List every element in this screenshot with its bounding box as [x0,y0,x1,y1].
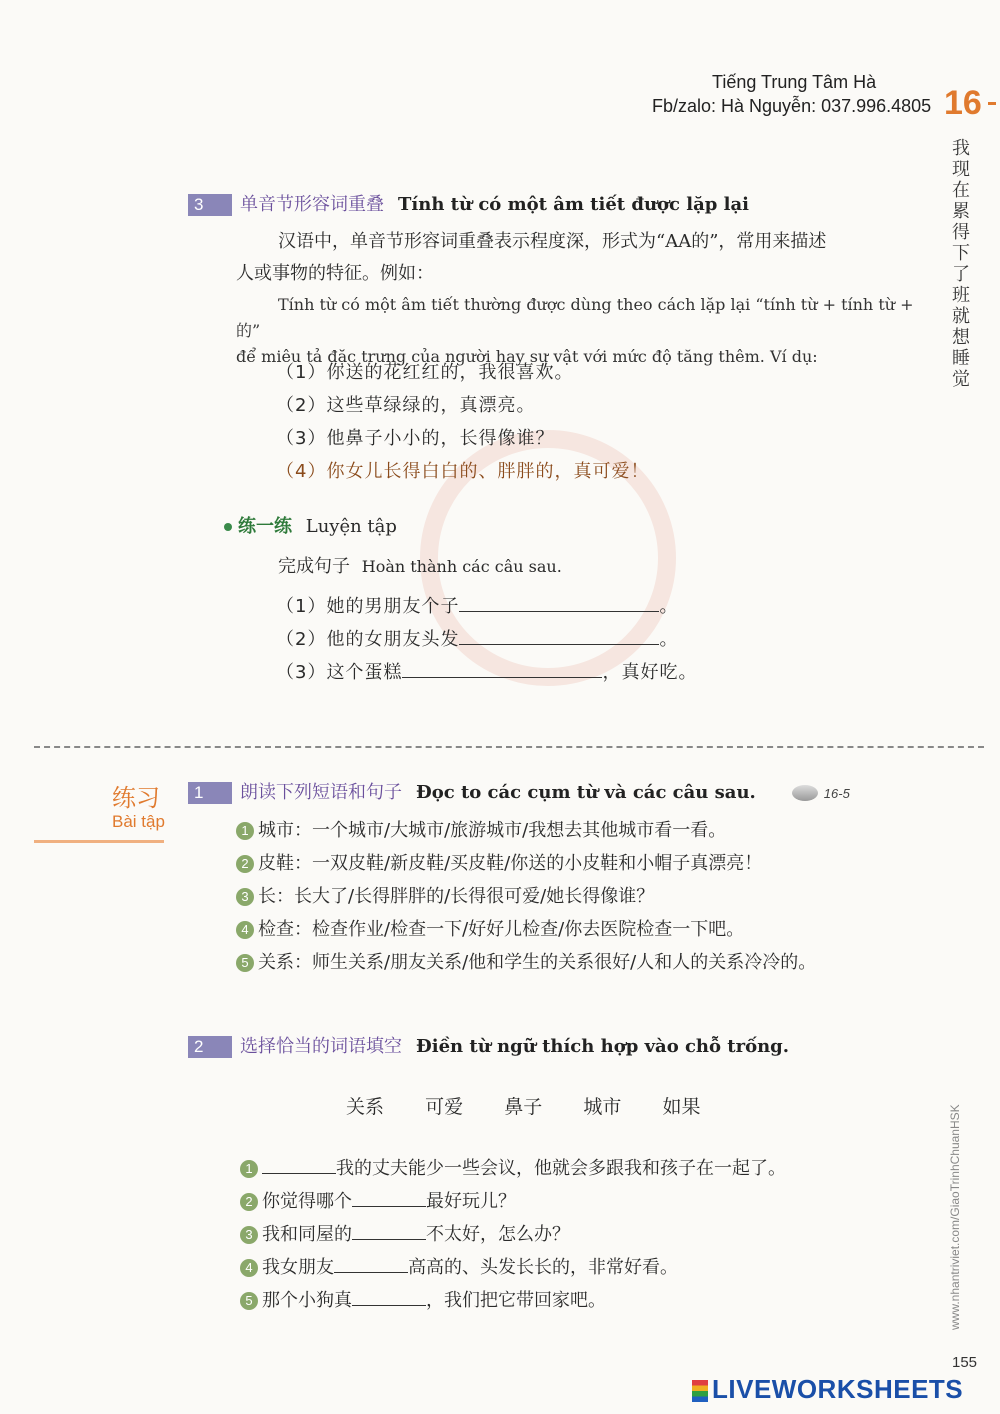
practice-item-2 [276,623,697,656]
exercise-2-title-vi: Điền từ ngữ thích hợp vào chỗ trống. [416,1036,790,1057]
practice-heading [224,512,397,538]
practice-item-text: （3）这个蛋糕 [276,662,403,683]
example-4: （4）你女儿长得白白的、胖胖的，真可爱！ [276,461,650,482]
word-bank [346,1092,736,1119]
side-url: www.nhantriviet.com/GiaoTrinhChuanHSK [948,1104,962,1330]
item-number-badge: 1 [236,822,254,840]
exercise-1-title-zh: 朗读下列短语和句子 [240,782,402,803]
item-number-badge: 3 [240,1226,258,1244]
item-text: 检查：检查作业/检查一下/好好儿检查/你去医院检查一下吧。 [258,919,745,940]
item-number-badge: 3 [236,888,254,906]
exercise-2-heading [188,1032,789,1058]
practice-item-text: （2）他的女朋友头发 [276,629,460,650]
lesson-dash [988,102,996,105]
list-item [240,1185,786,1218]
explain-vi-line-1: Tính từ có một âm tiết thường được dùng theo cách lặp lại “tính từ + tính từ + 的” [236,295,914,340]
lesson-number: 16 [944,84,982,122]
word-bank-item: 可爱 [425,1096,464,1118]
practice-instruction [278,552,562,578]
list-item [236,913,816,946]
practice-item-end: 。 [659,596,679,617]
audio-track: 16-5 [823,786,850,801]
answer-blank[interactable] [352,1188,426,1207]
liveworksheets-logo [692,1374,963,1405]
explain-zh-line-2: 人或事物的特征。例如： [236,263,434,284]
list-item [236,946,816,979]
exercises-title-underline [34,840,164,843]
item-text: ，我们把它带回家吧。 [426,1290,606,1311]
brand-name: Tiếng Trung Tâm Hà [712,72,877,92]
answer-blank[interactable] [352,1287,426,1306]
item-number-badge: 2 [236,855,254,873]
exercise-2-title-zh: 选择恰当的词语填空 [240,1036,402,1057]
explain-zh-line-1: 汉语中，单音节形容词重叠表示程度深，形式为“AA的”，常用来描述 [278,231,827,252]
word-bank-item: 城市 [583,1096,622,1118]
grammar-title-vi: Tính từ có một âm tiết được lặp lại [398,194,749,215]
practice-title-vi: Luyện tập [305,516,397,537]
list-item [240,1218,786,1251]
item-text: 长：长大了/长得胖胖的/长得很可爱/她长得像谁？ [258,886,655,907]
practice-item-end: ，真好吃。 [602,662,698,683]
exercise-2-items [240,1152,786,1317]
section-number-badge: 3 [188,194,232,216]
item-text: 不太好，怎么办？ [426,1224,570,1245]
grammar-explanation-zh [236,226,926,290]
item-number-badge: 4 [240,1259,258,1277]
instruction-zh: 完成句子 [278,556,350,577]
item-text: 高高的、头发长长的，非常好看。 [408,1257,678,1278]
exercises-title-vi: Bài tập [112,812,165,831]
item-number-badge: 2 [240,1193,258,1211]
item-number-badge: 5 [240,1292,258,1310]
practice-item-1 [276,590,697,623]
audio-cd-icon[interactable] [792,785,818,801]
practice-item-end: 。 [659,629,679,650]
exercise-number-badge: 1 [188,782,232,804]
exercises-title-zh: 练习 [112,784,160,812]
item-text: 我女朋友 [262,1257,334,1278]
answer-blank-2[interactable] [459,626,659,645]
word-bank-item: 如果 [662,1096,701,1118]
item-number-badge: 4 [236,921,254,939]
answer-blank-3[interactable] [402,659,602,678]
item-text: 城市：一个城市/大城市/旅游城市/我想去其他城市看一看。 [258,820,727,841]
grammar-examples [276,356,649,488]
contact-info: Fb/zalo: Hà Nguyễn: 037.996.4805 [652,96,932,116]
practice-items [276,590,697,689]
answer-blank-1[interactable] [459,593,659,612]
exercise-number-badge: 2 [188,1036,232,1058]
liveworksheets-icon [692,1380,708,1402]
list-item [236,847,816,880]
lesson-title-vertical: 我现在累得下了班就想睡觉 [952,138,970,390]
item-text: 皮鞋：一双皮鞋/新皮鞋/买皮鞋/你送的小皮鞋和小帽子真漂亮！ [258,853,763,874]
word-bank-item: 关系 [346,1096,385,1118]
list-item [240,1284,786,1317]
page-number: 155 [952,1354,978,1371]
answer-blank[interactable] [262,1155,336,1174]
answer-blank[interactable] [334,1254,408,1273]
example-3: （3）他鼻子小小的，长得像谁？ [276,428,555,449]
exercise-1-heading [188,778,850,804]
exercise-1-items [236,814,816,979]
item-text: 你觉得哪个 [262,1191,352,1212]
instruction-vi: Hoàn thành các câu sau. [361,557,562,576]
grammar-title-zh: 单音节形容词重叠 [240,194,384,215]
liveworksheets-text: LIVEWORKSHEETS [712,1374,964,1404]
list-item [240,1251,786,1284]
practice-item-text: （1）她的男朋友个子 [276,596,460,617]
item-number-badge: 5 [236,954,254,972]
section-divider [34,746,984,748]
item-number-badge: 1 [240,1160,258,1178]
item-text: 最好玩儿？ [426,1191,516,1212]
exercise-1-title-vi: Đọc to các cụm từ và các câu sau. [416,782,756,803]
item-text: 我和同屋的 [262,1224,352,1245]
bullet-dot-icon [224,523,232,531]
word-bank-item: 鼻子 [504,1096,543,1118]
practice-item-3 [276,656,697,689]
list-item [236,814,816,847]
explain-vi-line-2: để miêu tả đặc trưng của người hay sự vật với mức độ tăng thêm. Ví dụ: [236,347,818,366]
list-item [236,880,816,913]
grammar-3-heading [188,190,749,216]
item-text: 我的丈夫能少一些会议，他就会多跟我和孩子在一起了。 [336,1158,786,1179]
example-1: （1）你送的花红红的，我很喜欢。 [276,362,574,383]
list-item [240,1152,786,1185]
answer-blank[interactable] [352,1221,426,1240]
item-text: 关系：师生关系/朋友关系/他和学生的关系很好/人和人的关系冷冷的。 [258,952,817,973]
practice-title-zh: 练一练 [238,516,292,537]
item-text: 那个小狗真 [262,1290,352,1311]
example-2: （2）这些草绿绿的，真漂亮。 [276,395,536,416]
